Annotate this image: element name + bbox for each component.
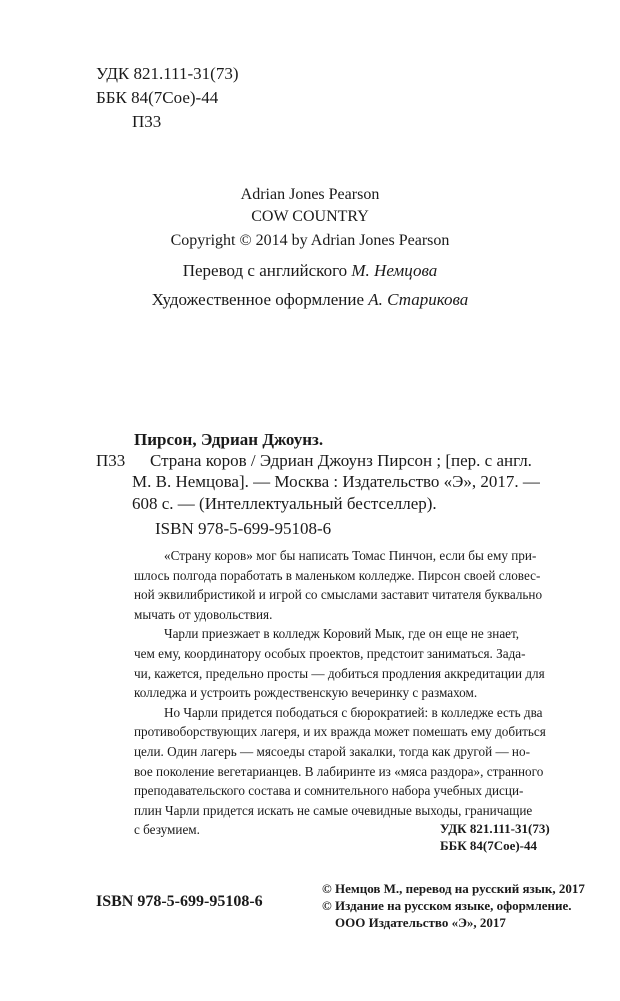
design-label: Художественное оформление [151,290,369,309]
annotation-line: Чарли приезжает в колледж Коровий Мык, где он еще не знает, [164,626,520,642]
catalog-line: 608 с. — (Интеллектуальный бестселлер). [132,494,437,513]
footer-isbn: ISBN 978-5-699-95108-6 [96,893,263,910]
translation-label: Перевод с английского [182,261,352,280]
designer-name: А. Старикова [368,290,469,309]
copyright-line: © Немцов М., перевод на русский язык, 2017 [322,881,585,896]
bbk-code: ББК 84(7Сое)-44 [96,88,219,107]
translator-name: М. Немцова [351,261,438,280]
annotation-line: «Страну коров» мог бы написать Томас Пинчон, если бы ему при- [164,548,537,563]
author-mark: П33 [132,112,162,131]
index-bbk: ББК 84(7Сое)-44 [440,838,538,853]
design-credit [0,290,620,310]
annotation-line: цели. Один лагерь — мясоеды старой закалки, тогда как другой — но- [134,743,530,759]
index-udk: УДК 821.111-31(73) [440,821,550,836]
annotation-line: колледжа и устроить рождественскую вечеринку с размахом. [134,685,478,701]
annotation-line: плин Чарли придется искать не самые очевидные выходы, граничащие [134,802,533,818]
index-codes [440,820,550,854]
annotation-line: чи, кажется, предельно просты — добиться продления аккредитации для [134,665,545,681]
original-copyright: Copyright © 2014 by Adrian Jones Pearson [170,232,450,249]
footer-copyright [322,880,585,931]
annotation-line: шлось полгода поработать в маленьком колледже. Пирсон своей словес- [134,567,541,583]
annotation-line: с безумием. [134,822,200,838]
catalog-isbn: ISBN 978-5-699-95108-6 [155,519,332,538]
catalog-code: П33 [96,451,126,470]
translation-credit [0,261,620,281]
annotation-line: преподавательского состава и сомнительного набора учебных дисци- [134,783,524,799]
annotation-line: ной эквилибристикой и игрой со смыслами заставит читателя буквально [134,587,543,603]
catalog-line: М. В. Немцова]. — Москва : Издательство «Э», 2017. — [132,472,540,491]
catalog-line: Страна коров / Эдриан Джоунз Пирсон ; [пер. с англ. [150,451,532,470]
original-title: COW COUNTRY [251,208,369,225]
annotation-line: противоборствующих лагеря, и их вражда может помешать ему добиться [134,724,546,740]
annotation-line: мычать от удовольствия. [134,606,273,622]
udk-code: УДК 821.111-31(73) [96,64,239,83]
annotation-line: вое поколение вегетарианцев. В лабиринте из «мяса раздора», странного [134,763,544,779]
annotation-line: чем ему, координатору особых проектов, предстоит заниматься. Зада- [134,645,526,661]
copyright-line: ООО Издательство «Э», 2017 [335,915,506,930]
annotation-line: Но Чарли придется пободаться с бюрократией: в колледже есть два [164,704,543,720]
annotation [134,546,546,840]
classification-block [96,62,238,134]
copyright-line: © Издание на русском языке, оформление. [322,898,572,913]
original-author: Adrian Jones Pearson [240,186,380,203]
catalog-heading: Пирсон, Эдриан Джоунз. [134,430,324,449]
